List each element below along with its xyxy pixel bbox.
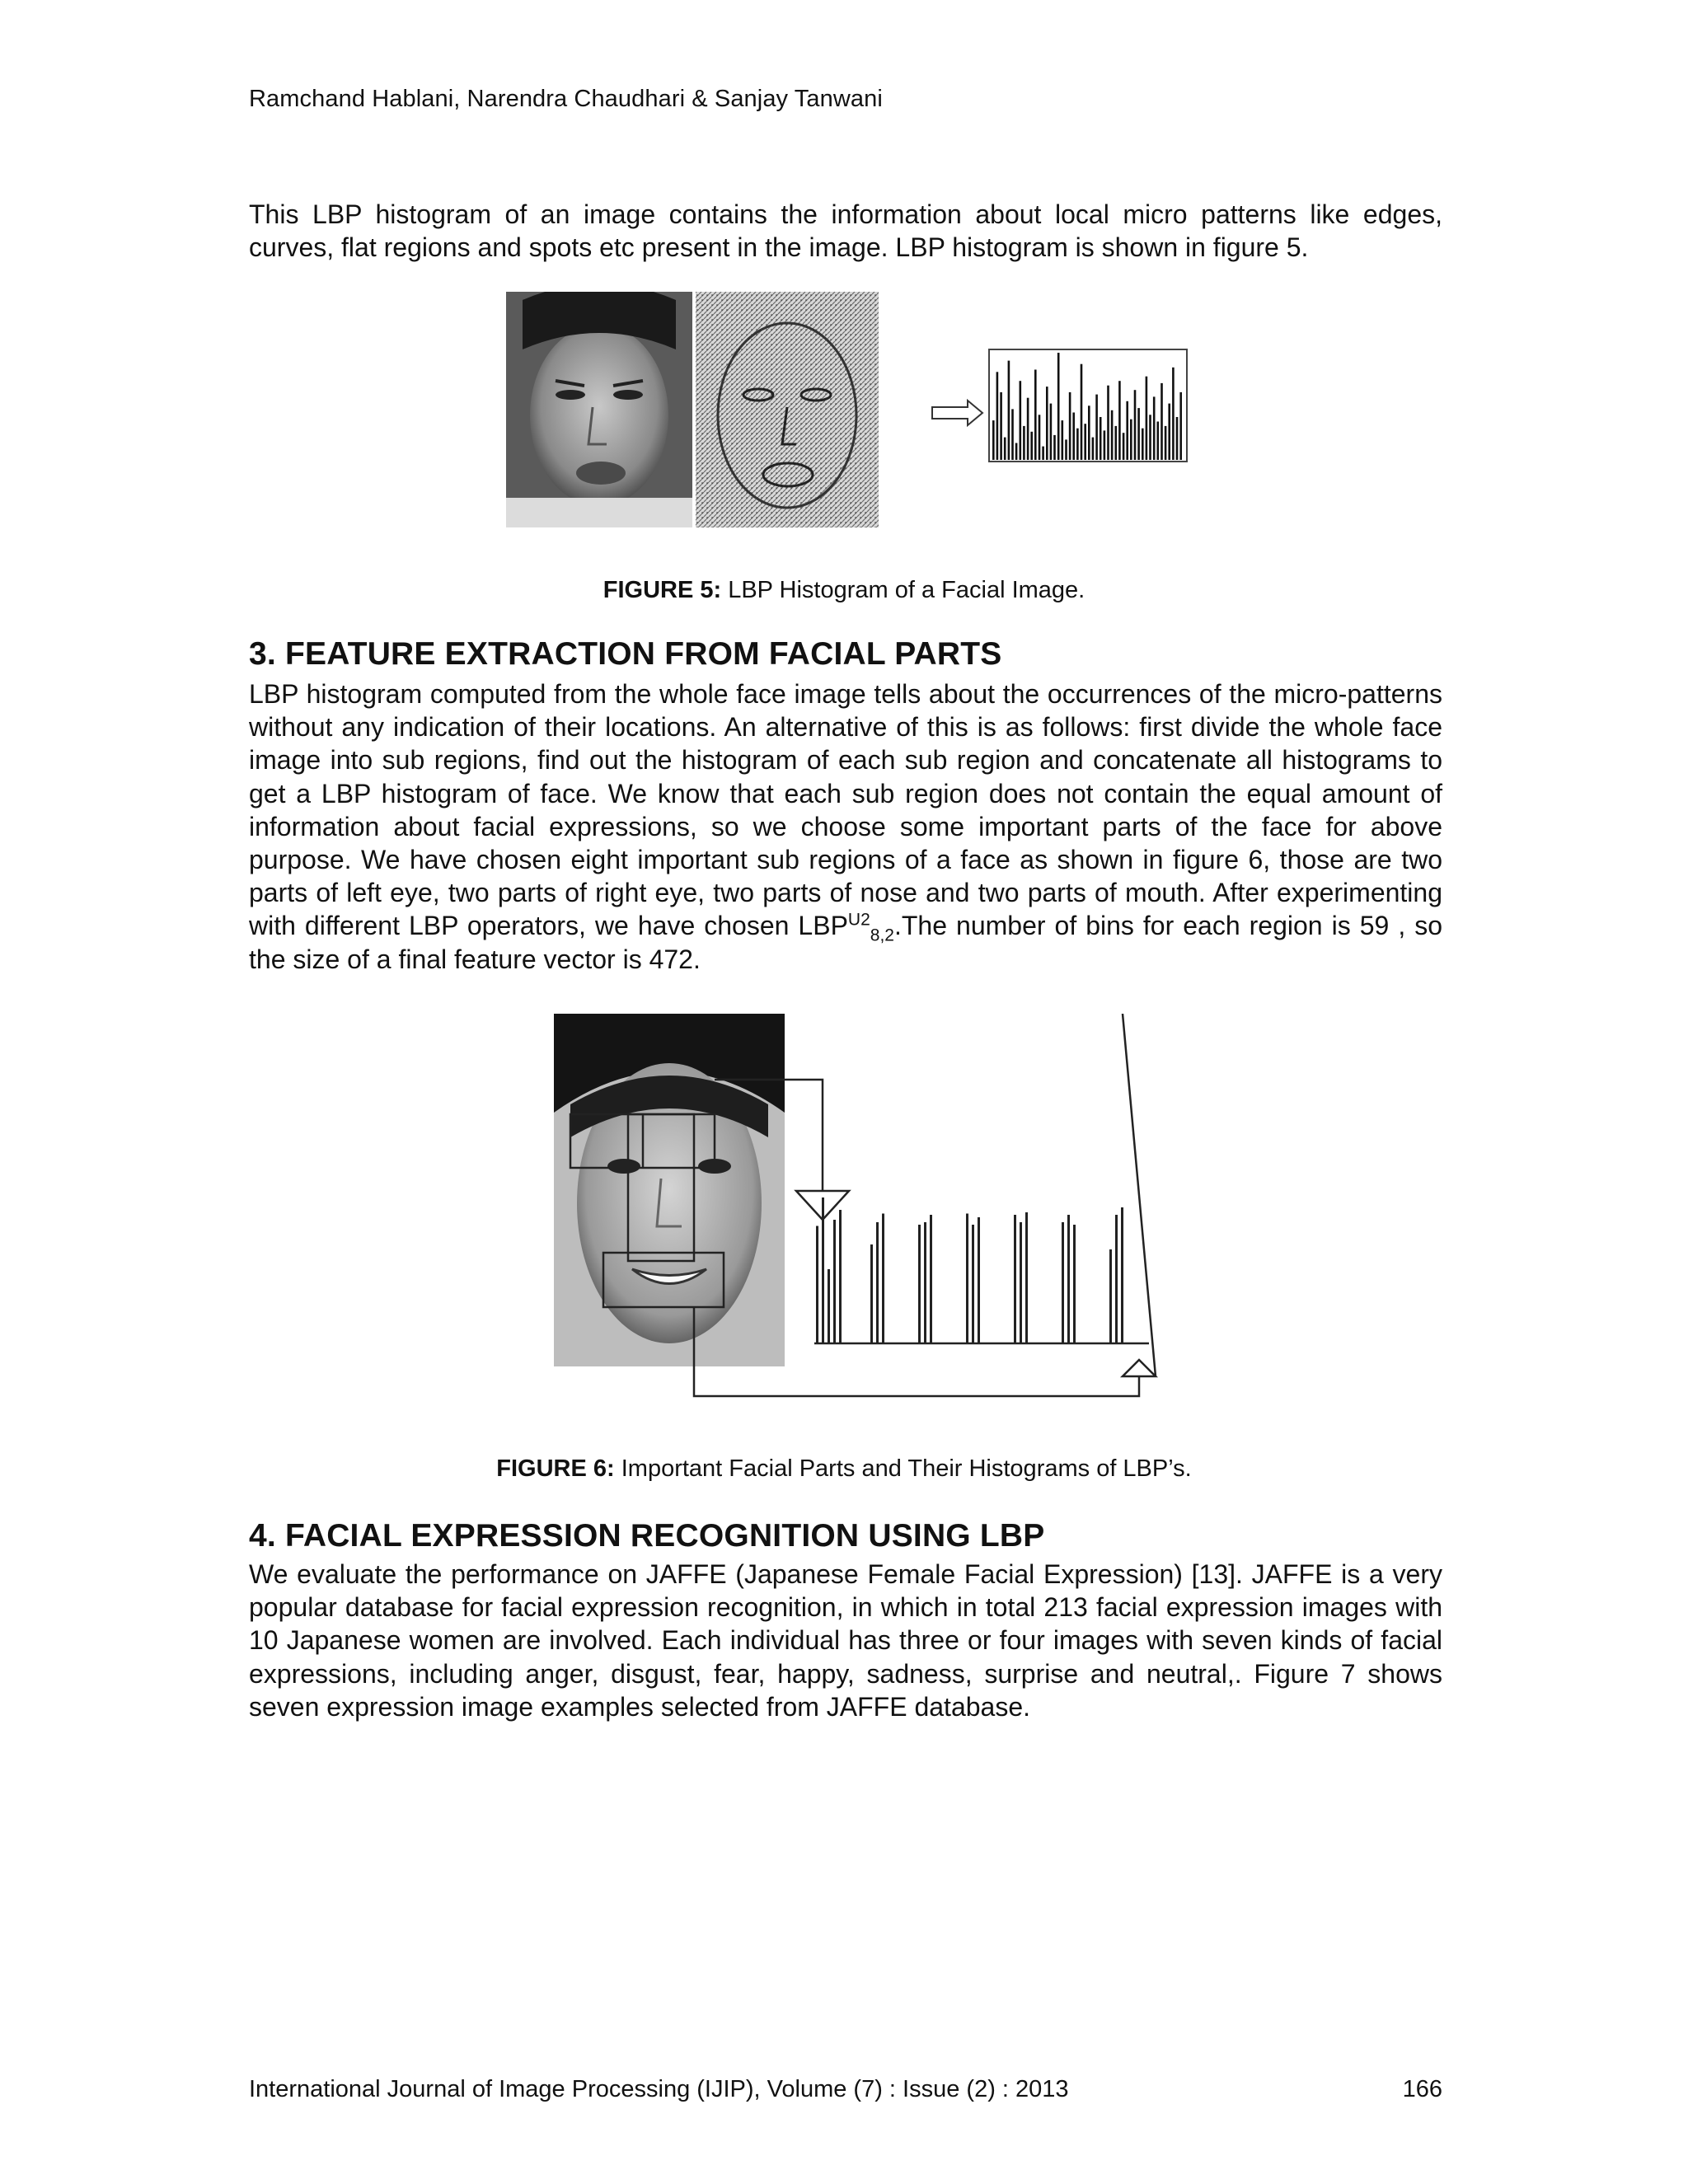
histogram-bar [1042, 447, 1044, 460]
section-3-paragraph [249, 677, 1442, 976]
region-histogram-bar [972, 1225, 974, 1343]
histogram-bar [1165, 426, 1167, 460]
histogram-bar [1020, 381, 1022, 460]
histogram-bar [1118, 381, 1121, 460]
histogram-bar [1004, 438, 1006, 460]
histogram-bar [1176, 417, 1179, 460]
histogram-bar [1157, 422, 1160, 461]
histogram-bar [1069, 392, 1071, 460]
lbp-subscript: 8,2 [870, 926, 894, 945]
histogram-bar [1126, 401, 1128, 460]
histogram-bar [1123, 433, 1125, 460]
figure-6-caption-text: Important Facial Parts and Their Histograms of LBP’s. [614, 1455, 1192, 1482]
running-header: Ramchand Hablani, Narendra Chaudhari & Sanjay Tanwani [249, 86, 883, 112]
histogram-bar [1134, 390, 1137, 460]
histogram-bar [1142, 429, 1144, 460]
figure-5-caption-text: LBP Histogram of a Facial Image. [721, 577, 1085, 603]
histogram-bar [1146, 377, 1148, 460]
histogram-bar [1011, 409, 1014, 460]
region-histogram-bar [870, 1244, 873, 1343]
histogram-bar [1160, 383, 1163, 460]
histogram-bar [992, 420, 995, 460]
histogram-bar [1053, 435, 1056, 460]
histogram-bar [1034, 370, 1037, 461]
histogram-bar [1115, 426, 1118, 460]
lbp-superscript: U2 [847, 910, 870, 930]
histogram-bar [1130, 419, 1132, 460]
histogram-bar [1100, 417, 1102, 460]
histogram-bar [1057, 353, 1060, 460]
region-histogram-bar [882, 1214, 884, 1344]
histogram-bar [1050, 404, 1053, 460]
histogram-bar [1030, 432, 1033, 460]
region-histogram-bar [924, 1222, 926, 1343]
histogram-bar [1088, 405, 1090, 460]
region-histogram-bar [828, 1269, 830, 1343]
region-histogram-bar [930, 1215, 932, 1343]
histogram-bar [1072, 413, 1075, 461]
histogram-bar [1107, 386, 1109, 460]
region-histogram-bar [876, 1222, 879, 1343]
histogram-bar [1111, 410, 1114, 460]
histogram-bar [996, 372, 999, 460]
region-histogram-bar [839, 1210, 842, 1343]
histogram-bar [1023, 426, 1025, 460]
figure-5-label: FIGURE 5: [603, 577, 722, 603]
section-3-heading: 3. FEATURE EXTRACTION FROM FACIAL PARTS [249, 636, 1002, 672]
figure-6-label: FIGURE 6: [496, 1455, 615, 1482]
histogram-bar [1153, 396, 1156, 460]
histogram-bar [1149, 415, 1151, 460]
region-histogram-bar [918, 1225, 921, 1343]
page-number: 166 [1402, 2076, 1442, 2102]
histogram-bar [1168, 404, 1170, 460]
histogram-bar [1137, 408, 1140, 460]
histogram-bar [1084, 424, 1086, 460]
region-histogram-bar [1062, 1222, 1064, 1343]
region-histogram-bar [1121, 1207, 1123, 1343]
footer-journal: International Journal of Image Processing (IJIP), Volume (7) : Issue (2) : 2013 [249, 2076, 1069, 2102]
face-lbp-image [696, 292, 879, 527]
section-3-text-end: .The number of bins for each region is 59 , so the size of a final feature vector is 472. [249, 911, 1443, 974]
histogram-bar [1015, 443, 1018, 461]
histogram-bar [1076, 429, 1079, 460]
histogram-bar [1039, 415, 1041, 460]
region-histogram-bar [1067, 1215, 1070, 1343]
section-4-paragraph: We evaluate the performance on JAFFE (Japanese Female Facial Expression) [13]. JAFFE is a very popular database for facial expression recognition, in which in total 213 facial expression images with 10 Japanese women are involved. Each individual has three or four images with seven kinds of facial expressions, including anger, disgust, fear, happy, sadness, surprise and neutral,. Figure 7 shows seven expression image examples selected from JAFFE database. [249, 1559, 1442, 1722]
section-3-text: LBP histogram computed from the whole face image tells about the occurrences of the micro-patterns without any indication of their locations. An alternative of this is as follows: first divide the whole face image into sub regions, find out the histogram of each sub region and concatenate all histograms to get a LBP histogram of face. We know that each sub region does not contain the equal amount of information about facial expressions, so we choose some important parts of the face for above purpose. We have chosen eight important sub regions of a face as shown in figure 6, those are two parts of left eye, two parts of right eye, two parts of nose and two parts of mouth. After experimenting with different LBP operators, we have chosen LBP [249, 679, 1442, 941]
histogram-bar [1065, 439, 1067, 460]
arrow-right-icon [932, 401, 982, 425]
figure-6-caption [0, 1455, 1688, 1483]
figure-6 [554, 1014, 1172, 1414]
region-histogram-bar [816, 1226, 818, 1344]
region-histogram-bar [833, 1220, 836, 1343]
face-photo-smiling [554, 1014, 785, 1366]
region-histogram-bar [1115, 1215, 1118, 1343]
histogram-bar [1046, 387, 1048, 460]
histogram-bar [1179, 392, 1182, 460]
figure-5 [506, 292, 1190, 527]
histogram-bar [1000, 392, 1002, 460]
section-4-heading: 4. FACIAL EXPRESSION RECOGNITION USING LBP [249, 1518, 1045, 1554]
histogram-bar [1008, 361, 1010, 460]
figure-5-caption [0, 577, 1688, 604]
region-histogram-bar [1020, 1222, 1022, 1343]
histogram-bar [1027, 398, 1029, 460]
histogram-bar [1062, 420, 1064, 460]
region-histogram-bar [822, 1197, 824, 1343]
histogram-bar [1092, 438, 1095, 460]
face-photo-original [506, 292, 692, 527]
region-histogram-bar [978, 1217, 980, 1343]
histogram-bar [1081, 364, 1083, 460]
region-histogram-bar [1109, 1249, 1112, 1343]
region-histogram-bar [1025, 1212, 1028, 1343]
lbp-histogram-chart [989, 349, 1187, 462]
region-histogram-bar [1014, 1215, 1016, 1343]
region-histogram-bar [1073, 1225, 1076, 1343]
histogram-bar [1172, 368, 1175, 460]
region-histogram-bar [966, 1214, 968, 1344]
intro-paragraph: This LBP histogram of an image contains the information about local micro patterns like edges, curves, flat regions and spots etc present in the image. LBP histogram is shown in figure 5. [249, 199, 1442, 263]
facial-parts-histogram [814, 1197, 1149, 1343]
histogram-bar [1095, 395, 1098, 460]
histogram-bar [1104, 430, 1106, 460]
